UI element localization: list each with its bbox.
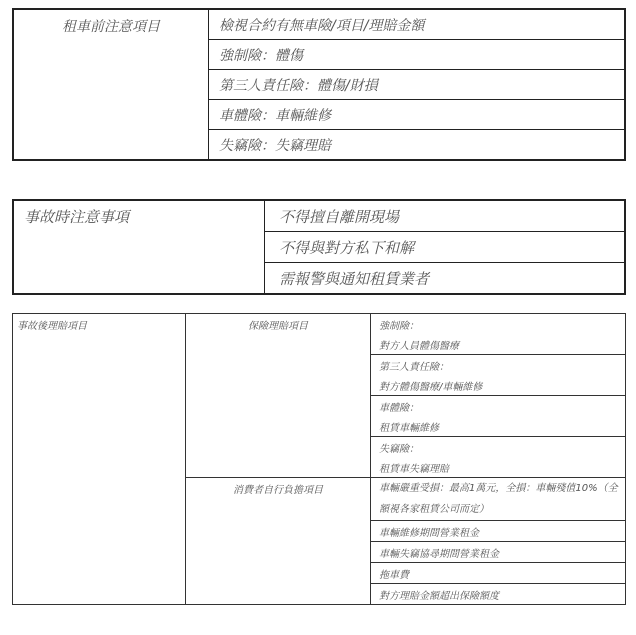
accident-time-item: 不得與對方私下和解 bbox=[265, 232, 626, 263]
self-pay-item: 車輛失竊協尋期間營業租金 bbox=[371, 542, 626, 563]
insurance-item-detail: 租賃車失竊理賠 bbox=[371, 457, 626, 478]
pre-rental-table bbox=[12, 8, 626, 161]
pre-rental-item: 強制險：體傷 bbox=[209, 40, 626, 70]
insurance-item-title: 第三人責任險： bbox=[371, 355, 626, 376]
accident-time-header: 事故時注意事項 bbox=[13, 200, 265, 294]
pre-rental-item: 第三人責任險：體傷/財損 bbox=[209, 70, 626, 100]
pre-rental-item: 檢視合約有無車險/項目/理賠金額 bbox=[209, 9, 626, 40]
insurance-item-title: 強制險： bbox=[371, 314, 626, 335]
pre-rental-item: 失竊險：失竊理賠 bbox=[209, 130, 626, 161]
self-pay-label: 消費者自行負擔項目 bbox=[186, 478, 371, 605]
accident-time-item: 需報警與通知租賃業者 bbox=[265, 263, 626, 295]
insurance-item-title: 車體險： bbox=[371, 396, 626, 417]
insurance-item-detail: 對方人員體傷醫療 bbox=[371, 334, 626, 355]
self-pay-item: 拖車費 bbox=[371, 563, 626, 584]
accident-time-table bbox=[12, 199, 626, 295]
insurance-item-detail: 租賃車輛維修 bbox=[371, 416, 626, 437]
insurance-claims-label: 保險理賠項目 bbox=[186, 314, 371, 478]
self-pay-item: 對方理賠金額超出保險額度 bbox=[371, 584, 626, 605]
post-accident-table bbox=[12, 313, 626, 605]
self-pay-item: 車輛維修期間營業租金 bbox=[371, 521, 626, 542]
self-pay-item: 車輛嚴重受損：最高1萬元，全損：車輛殘值10%（全額視各家租賃公司而定） bbox=[371, 478, 626, 521]
pre-rental-header: 租車前注意項目 bbox=[13, 9, 209, 160]
accident-time-item: 不得擅自離開現場 bbox=[265, 200, 626, 232]
insurance-item-detail: 對方體傷醫療/車輛維修 bbox=[371, 375, 626, 396]
pre-rental-item: 車體險：車輛維修 bbox=[209, 100, 626, 130]
post-accident-header: 事故後理賠項目 bbox=[13, 314, 186, 605]
insurance-item-title: 失竊險： bbox=[371, 437, 626, 458]
